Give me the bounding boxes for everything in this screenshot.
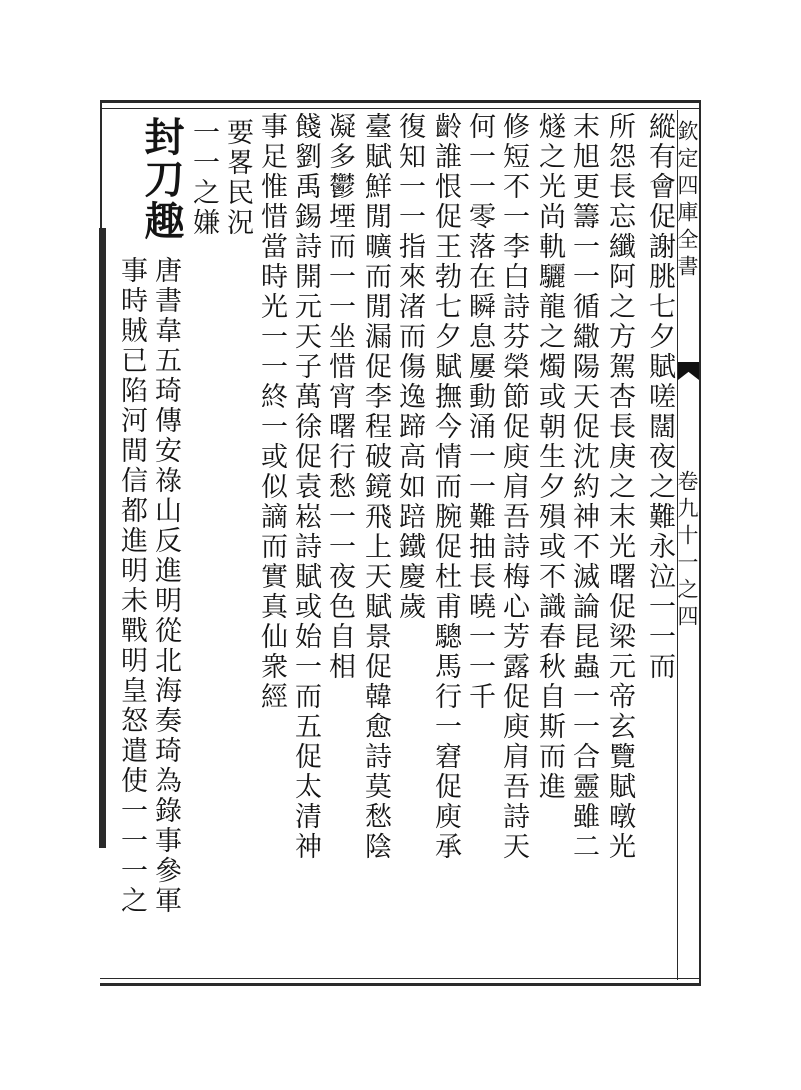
text-column-6: 何一一零落在瞬息屢動涌一一難抽長曉一一千 <box>464 112 495 712</box>
top-border-rule <box>100 100 700 103</box>
text-column-9: 臺賦鮮閒曠而閒漏促李程破鏡飛上天賦景促韓愈詩莫愁陰 <box>360 112 391 862</box>
text-column-13: 要畧民況 <box>222 118 253 238</box>
text-column-1: 縱有會促謝朓七夕賦嗟闊夜之難永泣一一而 <box>644 112 675 682</box>
text-column-16: 唐書韋五琦傳安祿山反進明從北海奏琦為錄事參軍 <box>150 256 181 916</box>
top-inner-rule <box>100 108 700 109</box>
text-column-17: 事時賊已陷河間信都進明未戰明皇怒遣使一一一之 <box>116 256 147 916</box>
bottom-border-rule <box>100 983 700 986</box>
text-column-14: 一一之嫌 <box>188 118 219 238</box>
left-thick-bar <box>99 228 106 848</box>
entry-heading: 封刀趣 <box>138 116 185 242</box>
margin-volume: 卷九十一之四 <box>675 470 699 632</box>
fishtail-mark <box>678 362 699 380</box>
text-column-11: 餞劉禹錫詩開元天子萬徐促袁崧詩賦或始一而五促太清神 <box>290 112 321 862</box>
margin-title: 欽定四庫全書 <box>675 120 699 282</box>
text-column-2: 所怨長忘纖阿之方駕杏長庚之末光曙促梁元帝玄覽賦暾光 <box>604 112 635 862</box>
text-column-12: 事足惟惜當時光一一終一或似謫而實真仙衆經 <box>256 112 287 712</box>
text-column-3: 末旭更籌一一循繖陽天促沈約神不滅論昆蟲一一合靈雖二 <box>568 112 599 862</box>
text-column-7: 齡誰恨促王勃七夕賦撫今情而腕促杜甫驄馬行一窘促庾承 <box>430 112 461 862</box>
text-column-4: 燧之光尚軌驪龍之燭或朝生夕殞或不識春秋自斯而進 <box>534 112 565 802</box>
text-column-10: 凝多鬱堙而一一坐惜宵曙行愁一一夜色自相 <box>324 112 355 682</box>
text-column-5: 修短不一李白詩芬榮節促庾肩吾詩梅心芳露促庾肩吾詩天 <box>498 112 529 862</box>
text-column-8: 復知一一指來渚而傷逸蹄高如踣鐵慶歲 <box>394 112 425 622</box>
